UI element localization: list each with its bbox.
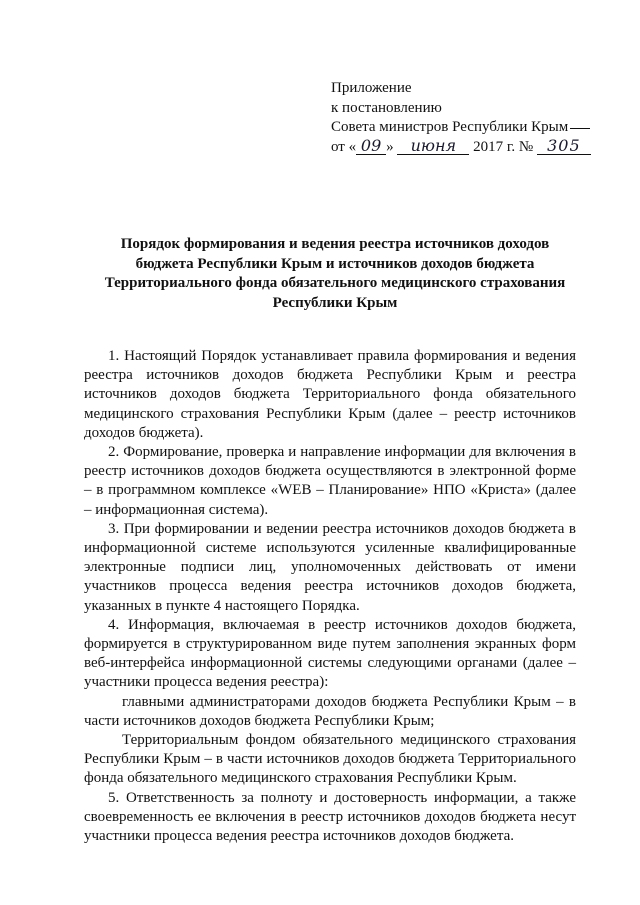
date-mid: » [386,138,394,155]
paragraph-4-item-2: Территориальным фондом обязательного медицинского страхования Республики Крым – в части источников доходов бюджета Территориального фонда обязательного медицинского страхования Республики Крым. [84,732,576,787]
document-body [84,347,576,846]
paragraph-4-item-1: главными администраторами доходов бюджета Республики Крым – в части источников доходов бюджета Республики Крым; [84,693,576,729]
appendix-line [331,118,591,138]
document-title [90,235,580,313]
appendix-line: к постановлению [331,99,442,116]
title-line: Порядок формирования и ведения реестра источников доходов [120,236,550,252]
appendix-line-text: Совета министров Республики Крым [331,119,569,135]
paragraph-5: 5. Ответственность за полноту и достоверность информации, а также своевременность ее включения в реестр источников доходов бюджета несут участники процесса ведения реестра источников доходов бюджета. [84,789,576,845]
date-prefix: от « [331,138,357,155]
paragraph-3: 3. При формировании и ведении реестра источников доходов бюджета в информационной системе используются усиленные квалифицированные электронные подписи лиц, уполномоченных действовать от имени участников процесса ведения реестра источников доходов бюджета, указанных в пункте 4 настоящего Порядка. [84,520,576,614]
paragraph-2: 2. Формирование, проверка и направление информации для включения в реестр источников доходов бюджета осуществляются в электронной форме – в программном комплексе «WEB – Планирование» НПО «Криста» (далее – информационная система). [84,444,576,518]
handwritten-day: 09 [356,138,386,155]
handwritten-month: июня [397,138,469,155]
paragraph-4: 4. Информация, включаемая в реестр источников доходов бюджета, формируется в структурированном виде путем заполнения экранных форм веб-интерфейса информационной системы следующими органами (далее – участники процесса ведения реестра): [84,616,576,691]
underline [570,128,590,129]
date-year: 2017 г. № [473,138,534,155]
handwritten-doc-number: 305 [537,138,591,155]
paragraph-1: 1. Настоящий Порядок устанавливает правила формирования и ведения реестра источников доходов бюджета Республики Крым и реестра источников доходов бюджета Территориального фонда обязательного медицинского страхования Республики Крым (далее – реестр источников доходов бюджета). [84,348,576,441]
appendix-block [331,79,591,157]
appendix-line: Приложение [331,80,412,96]
title-line: бюджета Республики Крым и источников доходов бюджета [135,255,535,272]
appendix-date-line [331,135,591,158]
title-line: Территориального фонда обязательного медицинского страхования [104,275,566,291]
title-line: Республики Крым [272,294,398,311]
